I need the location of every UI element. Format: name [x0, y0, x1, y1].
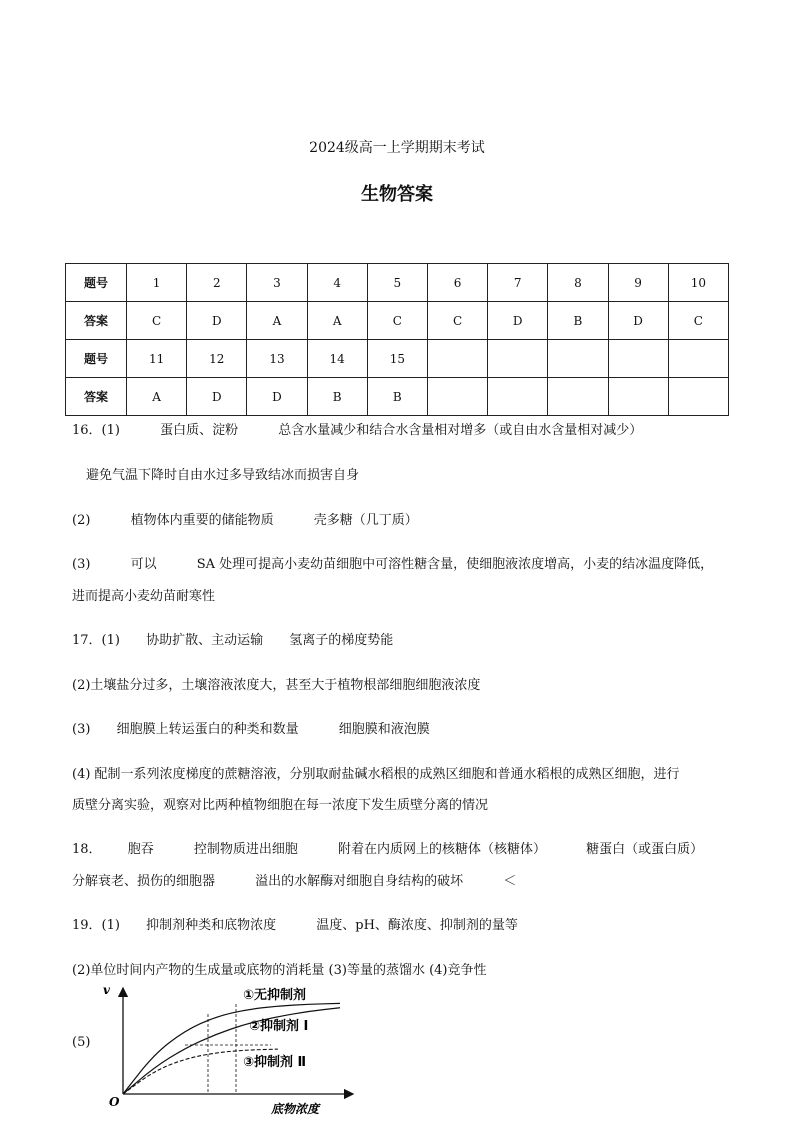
- table-cell: 12: [187, 340, 247, 378]
- table-cell: D: [608, 302, 668, 340]
- answer-text: 糖蛋白（或蛋白质）: [586, 842, 704, 857]
- table-cell: 3: [247, 264, 307, 302]
- q19-line2: [72, 962, 487, 980]
- x-axis-label: 底物浓度: [271, 1102, 320, 1116]
- answer-text: 细胞膜上转运蛋白的种类和数量: [116, 722, 299, 737]
- table-cell: 11: [127, 340, 187, 378]
- answer-text: 进而提高小麦幼苗耐寒性: [72, 589, 216, 604]
- q17-line2: [72, 677, 480, 695]
- answer-text: 质壁分离实验，观察对比两种植物细胞在每一浓度下发生质壁分离的情况: [72, 798, 489, 813]
- q-number: (3): [72, 722, 91, 737]
- table-cell: [427, 340, 487, 378]
- table-cell: [608, 378, 668, 416]
- table-cell: 10: [668, 264, 728, 302]
- row-label: 题号: [66, 340, 127, 378]
- table-cell: [548, 378, 608, 416]
- table-cell: 6: [427, 264, 487, 302]
- answer-text: (2)土壤盐分过多，土壤溶液浓度大，甚至大于植物根部细胞细胞液浓度: [72, 678, 481, 693]
- q-number: (5): [72, 1035, 91, 1050]
- table-cell: C: [427, 302, 487, 340]
- q16-line5: [72, 588, 215, 606]
- origin-label: O: [109, 1095, 120, 1109]
- answer-text: 壳多糖（几丁质）: [313, 513, 418, 528]
- answer-text: 溢出的水解酶对细胞自身结构的破坏: [255, 874, 464, 889]
- table-cell: B: [367, 378, 427, 416]
- answer-table: [65, 263, 729, 416]
- answer-text: 控制物质进出细胞: [193, 842, 298, 857]
- table-cell: A: [247, 302, 307, 340]
- table-cell: 4: [307, 264, 367, 302]
- table-cell: [668, 340, 728, 378]
- answer-text: 协助扩散、主动运输: [146, 633, 264, 648]
- q16-line2: [86, 467, 359, 485]
- row-label: 答案: [66, 378, 127, 416]
- table-cell: 14: [307, 340, 367, 378]
- table-cell: 13: [247, 340, 307, 378]
- answer-text: 温度、pH、酶浓度、抑制剂的量等: [316, 918, 518, 933]
- answer-text: 氢离子的梯度势能: [289, 633, 394, 648]
- answer-text: 植物体内重要的储能物质: [130, 513, 274, 528]
- table-cell: D: [187, 302, 247, 340]
- exam-title: 2024级高一上学期期末考试: [309, 140, 485, 156]
- table-cell: A: [307, 302, 367, 340]
- q-number: 18．: [72, 842, 102, 857]
- q19-line3: [72, 1034, 90, 1052]
- table-cell: 5: [367, 264, 427, 302]
- table-cell: 2: [187, 264, 247, 302]
- q-number: (3): [72, 557, 91, 572]
- table-cell: [668, 378, 728, 416]
- table-row: [66, 378, 729, 416]
- row-label: 题号: [66, 264, 127, 302]
- q17-line1: [72, 632, 393, 650]
- q16-line1: [72, 422, 642, 440]
- q16-line4: [72, 556, 713, 574]
- series-label-2: ②抑制剂 Ⅰ: [249, 1019, 309, 1034]
- q18-line1: [72, 841, 703, 859]
- q16-line3: [72, 512, 418, 530]
- q-number: (2): [72, 513, 91, 528]
- q17-line3: [72, 721, 430, 739]
- answer-text: 附着在内质网上的核糖体（核糖体）: [338, 842, 547, 857]
- table-cell: C: [367, 302, 427, 340]
- answer-text: SA 处理可提高小麦幼苗细胞中可溶性糖含量，使细胞液浓度增高，小麦的结冰温度降低，: [196, 557, 714, 572]
- q18-line2: [72, 873, 516, 891]
- answer-text: 抑制剂种类和底物浓度: [146, 918, 277, 933]
- table-row: [66, 340, 729, 378]
- table-cell: D: [187, 378, 247, 416]
- answer-text: 细胞膜和液泡膜: [338, 722, 430, 737]
- table-cell: B: [548, 302, 608, 340]
- table-cell: C: [668, 302, 728, 340]
- q19-line1: [72, 917, 518, 935]
- answer-text: 总含水量减少和结合水含量相对增多（或自由水含量相对减少）: [278, 423, 643, 438]
- table-cell: A: [127, 378, 187, 416]
- table-cell: [427, 378, 487, 416]
- table-cell: [548, 340, 608, 378]
- q-number: 19．(1): [72, 918, 120, 933]
- answer-text: 分解衰老、损伤的细胞器: [72, 874, 216, 889]
- table-cell: 9: [608, 264, 668, 302]
- table-cell: D: [247, 378, 307, 416]
- table-cell: B: [307, 378, 367, 416]
- answer-text: 胞吞: [127, 842, 154, 857]
- table-cell: [488, 340, 548, 378]
- table-cell: 1: [127, 264, 187, 302]
- table-row: [66, 302, 729, 340]
- table-cell: [488, 378, 548, 416]
- series-label-1: ①无抑制剂: [243, 988, 307, 1003]
- table-cell: 15: [367, 340, 427, 378]
- series-line-1: [123, 1003, 340, 1094]
- q-number: 16．(1): [72, 423, 120, 438]
- table-row: [66, 264, 729, 302]
- answer-text: 可以: [130, 557, 157, 572]
- row-label: 答案: [66, 302, 127, 340]
- table-cell: 7: [488, 264, 548, 302]
- table-cell: C: [127, 302, 187, 340]
- answer-text: (4) 配制一系列浓度梯度的蔗糖溶液，分别取耐盐碱水稻根的成熟区细胞和普通水稻根的成熟区细胞，进行: [72, 767, 680, 782]
- answer-text: ＜: [503, 874, 517, 889]
- enzyme-rate-chart: [95, 980, 375, 1118]
- doc-title: 生物答案: [361, 184, 433, 205]
- y-axis-label: v: [103, 983, 110, 997]
- q17-line4: [72, 766, 680, 784]
- answer-text: 避免气温下降时自由水过多导致结冰而损害自身: [86, 468, 360, 483]
- answer-text: 蛋白质、淀粉: [160, 423, 239, 438]
- table-cell: 8: [548, 264, 608, 302]
- answer-text: (2)单位时间内产物的生成量或底物的消耗量 (3)等量的蒸馏水 (4)竞争性: [72, 963, 487, 978]
- table-cell: [608, 340, 668, 378]
- table-cell: D: [488, 302, 548, 340]
- q-number: 17．(1): [72, 633, 120, 648]
- series-label-3: ③抑制剂 Ⅱ: [243, 1055, 307, 1070]
- q17-line5: [72, 797, 488, 815]
